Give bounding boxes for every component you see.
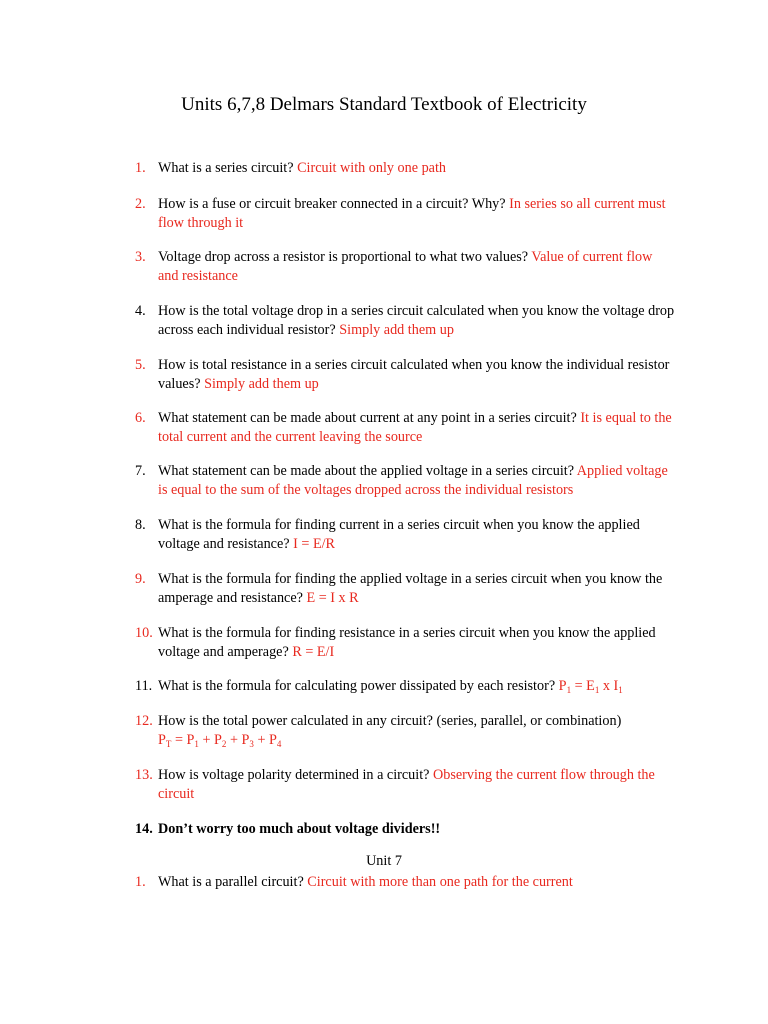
question-3 — [135, 248, 675, 285]
formula-part: = E — [571, 678, 595, 694]
answer-formula — [158, 732, 281, 748]
question-number: 13. — [135, 767, 153, 783]
question-number: 12. — [135, 713, 153, 729]
answer-text: E = I x R — [306, 589, 359, 606]
question-text: How is the total power calculated in any circuit? (series, parallel, or combination) — [158, 713, 622, 729]
question-text: Don’t worry too much about voltage dividers!! — [158, 821, 441, 837]
question-number: 6. — [135, 410, 146, 426]
question-number: 14. — [135, 821, 153, 837]
formula-part: + P — [198, 731, 222, 748]
question-4 — [135, 302, 675, 339]
formula-part: P — [158, 731, 166, 748]
question-text: What is the formula for finding the applied voltage in a series circuit when you know the amperage and resistance? — [158, 571, 663, 606]
question-number: 1. — [135, 160, 146, 176]
question-text: What statement can be made about current at any point in a series circuit? — [158, 410, 577, 426]
question-text: What is the formula for calculating power dissipated by each resistor? — [158, 678, 556, 694]
unit7-question-1 — [135, 873, 675, 892]
question-13 — [135, 766, 675, 803]
answer-text: Circuit with only one path — [297, 160, 447, 176]
question-11 — [135, 677, 675, 696]
answer-text: R = E/I — [292, 643, 335, 660]
formula-subscript: T — [165, 738, 172, 749]
answer-text: Observing the current flow through the circuit — [158, 767, 655, 802]
question-5 — [135, 356, 675, 393]
page-title: Units 6,7,8 Delmars Standard Textbook of Electricity — [181, 94, 587, 115]
question-14 — [135, 820, 675, 839]
question-text: What statement can be made about the applied voltage in a series circuit? — [158, 463, 574, 479]
formula-part: P — [558, 678, 567, 694]
answer-text: Simply add them up — [339, 321, 454, 338]
answer-text: Value of current flow and resistance — [158, 249, 653, 284]
formula-subscript: 2 — [221, 738, 227, 749]
question-number: 3. — [135, 249, 146, 265]
question-number: 4. — [135, 303, 146, 319]
question-2 — [135, 195, 675, 232]
formula-part: + P — [253, 731, 277, 748]
formula-subscript: 1 — [566, 685, 572, 695]
question-text: What is a parallel circuit? — [158, 874, 304, 890]
question-7 — [135, 462, 675, 499]
question-text: Voltage drop across a resistor is proportional to what two values? — [158, 249, 529, 265]
question-number: 8. — [135, 517, 146, 533]
question-9 — [135, 570, 675, 607]
question-text: How is total resistance in a series circuit calculated when you know the individual resistor values? — [158, 357, 670, 392]
formula-part: x I — [599, 678, 619, 694]
formula-subscript: 1 — [194, 738, 199, 749]
formula-part: = P — [171, 731, 195, 748]
question-text: How is the total voltage drop in a series circuit calculated when you know the voltage drop across each individual resistor? — [158, 303, 675, 338]
formula-subscript: 1 — [594, 685, 600, 695]
question-text: What is a series circuit? — [158, 160, 294, 176]
question-6 — [135, 409, 675, 446]
answer-text: It is equal to the total current and the current leaving the source — [158, 410, 672, 445]
formula-subscript: 4 — [276, 738, 282, 749]
question-12 — [135, 712, 675, 749]
question-text: How is a fuse or circuit breaker connected in a circuit? Why? — [158, 196, 506, 212]
answer-formula — [559, 678, 623, 694]
question-number: 5. — [135, 357, 146, 373]
question-1 — [135, 159, 675, 178]
question-number: 1. — [135, 874, 146, 890]
question-number: 9. — [135, 571, 146, 587]
question-number: 2. — [135, 196, 146, 212]
question-10 — [135, 624, 675, 661]
question-text: What is the formula for finding resistance in a series circuit when you know the applied voltage and amperage? — [158, 625, 656, 660]
question-number: 7. — [135, 463, 146, 479]
question-8 — [135, 516, 675, 553]
formula-subscript: 3 — [249, 738, 254, 749]
question-text: What is the formula for finding current in a series circuit when you know the applied voltage and resistance? — [158, 517, 640, 552]
answer-text: I = E/R — [293, 535, 336, 552]
answer-text: In series so all current must flow through it — [158, 196, 666, 231]
section-heading-unit-7: Unit 7 — [366, 853, 402, 869]
answer-text: Simply add them up — [204, 375, 319, 392]
formula-subscript: 1 — [618, 685, 623, 695]
question-number: 11. — [135, 678, 153, 694]
question-text: How is voltage polarity determined in a circuit? — [158, 767, 430, 783]
answer-text: Applied voltage is equal to the sum of the voltages dropped across the individual resistors — [158, 463, 668, 498]
formula-part: + P — [226, 731, 250, 748]
question-number: 10. — [135, 625, 153, 641]
answer-text: Circuit with more than one path for the current — [307, 874, 573, 890]
